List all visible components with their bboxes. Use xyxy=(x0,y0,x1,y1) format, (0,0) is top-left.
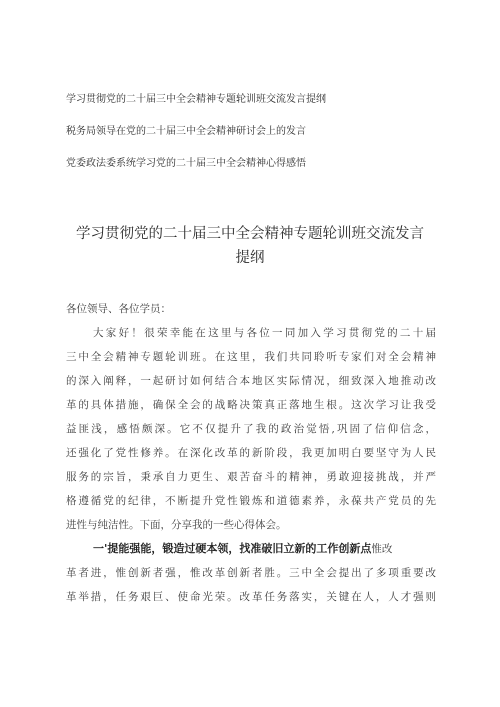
related-article-link[interactable]: 学习贯彻党的二十届三中全会精神专题轮训班交流发言提纲 xyxy=(66,94,326,105)
paragraph-line: 的深入阐释，一起研讨如何结合本地区实际情况，细致深入地推动改 xyxy=(66,375,436,387)
related-article-link[interactable]: 税务局领导在党的二十届三中全会精神研讨会上的发言 xyxy=(66,126,306,137)
paragraph-line: 革的具体措施，确保全会的战略决策真正落地生根。这次学习让我受 xyxy=(66,399,436,411)
related-articles-list xyxy=(66,93,466,189)
section-one xyxy=(66,537,436,609)
paragraph-line: 革者进，惟创新者强，惟改革创新者胜。三中全会提出了多项重要改 xyxy=(66,567,436,579)
paragraph-intro xyxy=(66,321,436,537)
paragraph-line: 服务的宗旨，秉承自力更生、艰苦奋斗的精神，勇敢迎接挑战，并严 xyxy=(66,471,436,483)
paragraph-line: 格遵循党的纪律，不断提升党性锻炼和道德素养，永葆共产党员的先 xyxy=(66,495,436,507)
paragraph-line: 进性与纯洁性。下面，分享我的一些心得体会。 xyxy=(66,519,287,531)
paragraph-line: 益匪浅，感悟颇深。它不仅提升了我的政治觉悟,巩固了信仰信念， xyxy=(66,423,436,435)
paragraph-line: 革举措，任务艰巨、使命光荣。改革任务落实，关键在人，人才强则 xyxy=(66,591,436,603)
salutation: 各位领导、各位学员： xyxy=(66,303,171,315)
document-body xyxy=(66,297,436,609)
section-heading-line xyxy=(66,537,436,561)
document-title-line: 提纲 xyxy=(235,250,265,266)
document-title-line: 学习贯彻党的二十届三中全会精神专题轮训班交流发言 xyxy=(76,226,424,242)
related-article-link[interactable]: 党委政法委系统学习党的二十届三中全会精神心得感悟 xyxy=(66,158,306,169)
section-heading: 一'提能强能，锻造过硬本领，找准破旧立新的工作创新点 xyxy=(93,542,372,555)
document-title xyxy=(60,222,440,270)
paragraph-line: 三中全会精神专题轮训班。在这里，我们共同聆听专家们对全会精神 xyxy=(66,351,436,363)
paragraph-line: 大家好！很荣幸能在这里与各位一同加入学习贯彻党的二十届 xyxy=(93,327,436,339)
section-heading-continuation: 惟改 xyxy=(371,543,393,555)
paragraph-line: 还强化了党性修养。在深化改革的新阶段，我更加明白要坚守为人民 xyxy=(66,447,436,459)
